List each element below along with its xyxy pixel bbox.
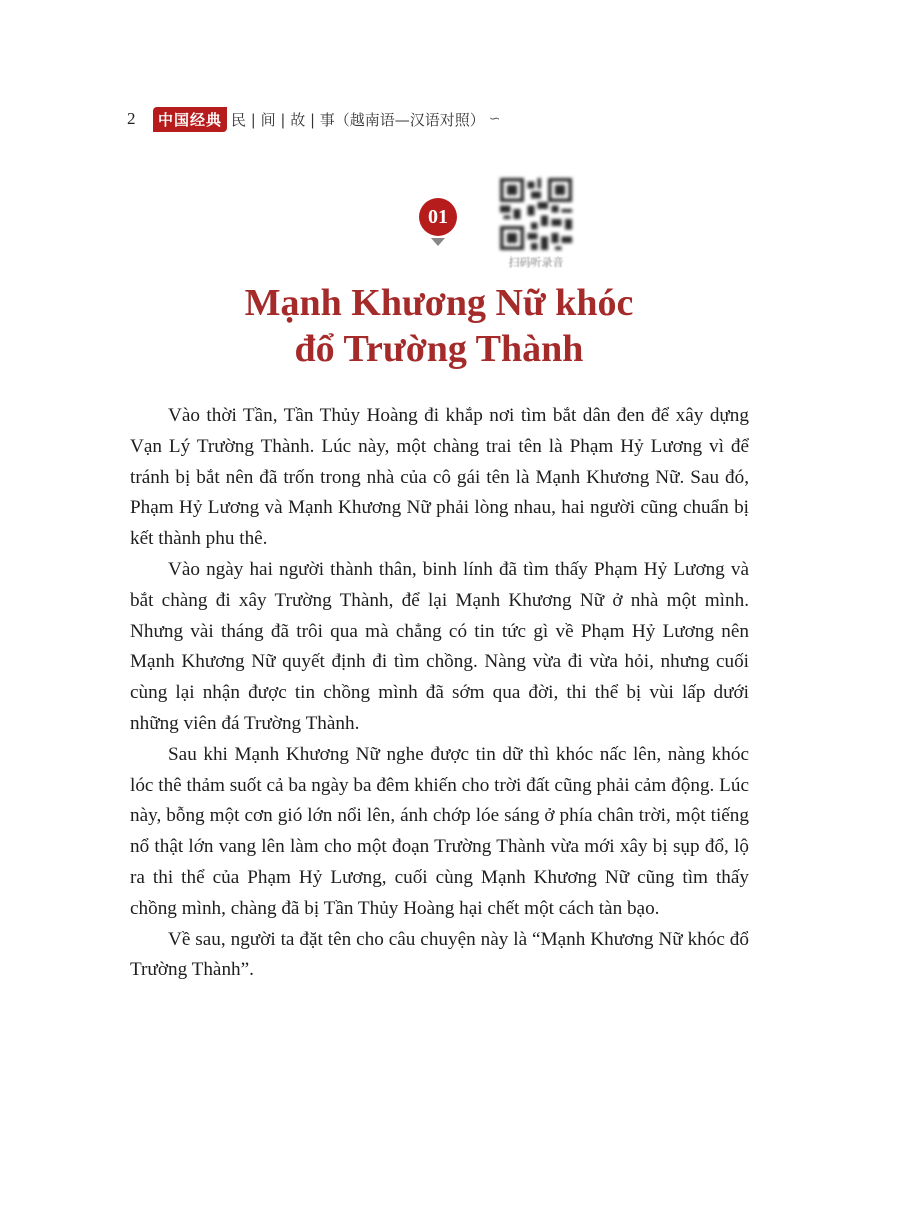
cloud-ornament-icon: ∽ [488,111,501,127]
series-title: 民 | 间 | 故 | 事（越南语—汉语对照） [231,110,485,129]
page-number: 2 [127,109,136,128]
chapter-title [150,280,728,372]
chapter-title-line: đổ Trường Thành [294,328,584,370]
story-paragraph: Vào thời Tần, Tần Thủy Hoàng đi khắp nơi tìm bắt dân đen để xây dựng Vạn Lý Trường Thành. Lúc này, một chàng trai tên là Phạm Hỷ Lương vì để tránh bị bắt nên đã trốn trong nhà của cô gái tên là Mạnh Khương Nữ. Sau đó, Phạm Hỷ Lương và Mạnh Khương Nữ phải lòng nhau, hai người cũng chuẩn bị kết thành phu thê. [130,405,749,550]
running-header [127,105,501,133]
story-paragraph: Về sau, người ta đặt tên cho câu chuyện này là “Mạnh Khương Nữ khóc đổ Trường Thành”. [130,928,749,981]
qr-caption: 扫码听录音 [508,256,564,269]
badge-pointer-icon [431,238,445,246]
chapter-title-line: Mạnh Khương Nữ khóc [244,282,634,324]
story-paragraph: Sau khi Mạnh Khương Nữ nghe được tin dữ thì khóc nấc lên, nàng khóc lóc thê thảm suốt cả ba ngày ba đêm khiến cho trời đất cũng phải cảm động. Lúc này, bỗng một cơn gió lớn nổi lên, ánh chớp lóe sáng ở phía chân trời, một tiếng nổ thật lớn vang lên làm cho một đoạn Trường Thành vừa mới xây bị sụp đổ, lộ ra thi thể của Phạm Hỷ Lương, cuối cùng Mạnh Khương Nữ cũng tìm thấy chồng mình, chàng đã bị Tần Thủy Hoàng hại chết một cách tàn bạo. [130,743,749,919]
qr-code-icon[interactable] [500,178,572,250]
series-logo: 中国经典 [153,107,227,132]
story-paragraph: Vào ngày hai người thành thân, binh lính đã tìm thấy Phạm Hỷ Lương và bắt chàng đi xây Trường Thành, để lại Mạnh Khương Nữ ở nhà một mình. Nhưng vài tháng đã trôi qua mà chẳng có tin tức gì về Phạm Hỷ Lương nên Mạnh Khương Nữ quyết định đi tìm chồng. Nàng vừa đi vừa hỏi, nhưng cuối cùng lại nhận được tin chồng mình đã sớm qua đời, thi thể bị vùi lấp dưới những viên đá Trường Thành. [130,558,749,734]
story-body [130,401,749,986]
chapter-number-badge: 01 [419,198,457,236]
